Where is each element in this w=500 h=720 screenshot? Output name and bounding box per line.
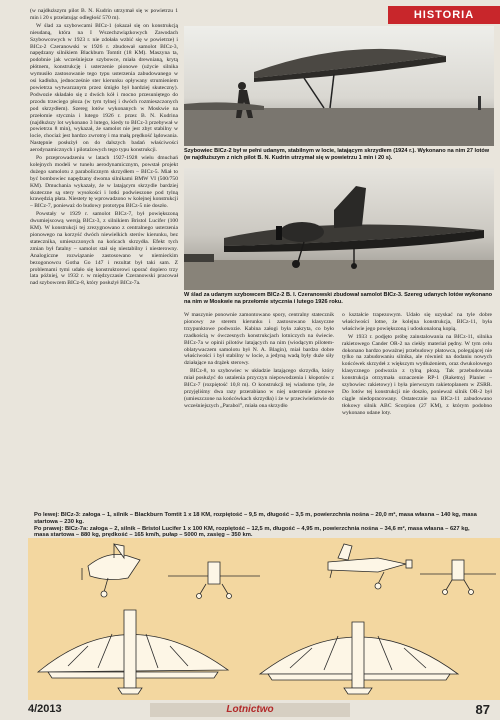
article-column-1 <box>30 8 178 508</box>
page-footer <box>0 700 500 720</box>
paragraph: BICz-8, to szybowiec w układzie latającego skrzydła, który miał posłużyć do ustalenia przyczyn niepowodzenia i kłopotów z BICz-7 (rozpiętość 10,8 m). O konstrukcji tej wiadomo tyle, że przyjęliśmy dwa razy przerabiano w niej usterzenie pionowe (umieszczone na końcówkach skrzydła) i że w przeciwieństwie do wcześniejszych „Parabol”, miała ona skrzydło <box>184 368 334 409</box>
photo-bicz3-image <box>184 168 494 290</box>
paragraph: W ślad za szybowcami BICz-1 (okazał się on konstrukcją nieudaną, która na I Wszechzwiązkowych Zawodach Szybowcowych w 1923 r. nie zdołała wzbić się w powietrze) i BICz-2 Czeranowski w 1926 r. zbudował samolot BICz-3, napędzany silnikiem Blackburn Tomtit (18 KM). Maszyna ta, podobnie jak wcześniejsze szybowce, miała drewnianą, krytą płótnem, konstrukcję i usterzenie pionowe (użycie silnika wymusiło zastosowanie tego typu usterzenia zabudowanego w osi kadłuba, jednocześnie ster kierunku opływany strumieniem powietrza wytwarzanym przez śmigło był bardziej skuteczny). Podwozie składało się z dwóch kół i mocno przesuniętego do przodu trzeciego płoza (w tym tylnej i dwóch rozmieszczonych pod skrzydłem). Szereg lotów wykonanych w Moskwie na przełomie stycznia i lutego 1926 r. przez B. N. Kudrina (najdłuższy lot wykonano 3 lutego, kiedy to BICz-3 przebywał w powietrzu 8 min), wykazał, że samolot nie jest zbyt stabilny w locie, chociaż jest bardzo zwrotny i ma małą prędkość lądowania. Następnie posłużył on do dalszych badań właściwości aerodynamicznych i pilotażowych tego typu konstrukcji. <box>30 22 178 154</box>
spec-left-label: Po lewej: <box>34 512 60 518</box>
page-number: 87 <box>475 702 490 717</box>
bicz7a-side-view <box>328 544 412 589</box>
paragraph: o kształcie trapezowym. Udało się uzyskać na tyle dobre właściwości lotne, że kolejna konstrukcja, BICz-11, była właściwie jego powiększoną i udoskonaloną kopią. <box>342 312 492 332</box>
technical-drawings <box>28 538 500 700</box>
photo-caption-2: W ślad za udanym szybowcem BICz-2 B. I. Czeranowski zbudował samolot BICz-3. Szereg udanych lotów wykonano na nim w Moskwie na przełomie stycznia i lutego 1926 roku. <box>184 292 493 305</box>
bicz3-front-view <box>168 562 260 599</box>
article-column-3 <box>342 312 492 508</box>
article-column-2 <box>184 312 334 508</box>
section-banner <box>388 6 500 24</box>
spec-right-label: Po prawej: <box>34 525 64 532</box>
paragraph: W 1933 r. podjęto próbę zainstalowania na BICz-11, silnika rakietowego Cander OR-2 na ciekły materiał pędny. W tym celu dokonano bardzo poważnej przebudowy płatowca, polegającej nie tylko na zabudowaniu silnika, ale również na dodaniu nowych końcówek skrzydeł z większym wydłużeniem, oraz dwukolowego klasycznego podwozia z tylną płozą. Tak przebudowana konstrukcja otrzymała oznaczenie RP-1 (Raketnyj Planier – szybowiec rakietowy) i była pierwszym rakietoplanem w ZSRR. Do lotów tej konstrukcji nie doszło, ponieważ silnik OR-2 był ciągle niedopracowany. Ostatecznie na BICz-11 zabudowano tłokowy silnik ABC Scorpion (27 KM), z którym podobno wykonano udane loty. <box>342 333 492 416</box>
bicz3-top-view <box>38 610 228 694</box>
paragraph: (w najdłuższym pilot B. N. Kudrin utrzymał się w powietrzu 1 min i 20 s przelatując odległość 570 m). <box>30 8 178 21</box>
paragraph: Po przeprowadzeniu w latach 1927-1928 wielu dmuchań kolejnych modeli w tunelu aerodynamicznym, powstał projekt dużego samolotu z parabolicznym skrzydłem – BICz-5. Miał to być bombowiec napędzany dwoma silnikami BMW VI (500/750 KM). Dmuchania wykazały, że w latającym skrzydle bardziej skuteczne są stery wysokości i lotki podwieszone pod tylną krawędzią płata. Niestety tę wprowadzono w kolejnej konstrukcji – BICz-7, ponieważ do budowy prototypu BICz-5 nie doszło. <box>30 155 178 210</box>
spec-left-text: BICz-3: załoga – 1, silnik – Blackburn Tomtit 1 x 18 KM, rozpiętość – 9,5 m, długość – 3,5 m, powierzchnia nośna – 20,0 m², masa własna – 140 kg, masa startowa – 230 kg. <box>34 512 477 525</box>
photo-bicz2-image <box>184 26 494 146</box>
photo-bicz3-airplane <box>184 168 494 290</box>
technical-drawings-svg <box>28 538 500 700</box>
bicz7a-top-view <box>260 622 458 694</box>
bicz3-side-view <box>82 544 140 597</box>
spec-right-text: BICz-7a: załoga – 2, silnik – Bristol Lucifer 1 x 100 KM, rozpiętość – 12,5 m, długość – 4,95 m, powierzchnia nośna – 34,6 m², masa własna – 627 kg, masa startowa – 880 kg, prędkość – 165 km/h, pułap – 5000 m, zasięg – 350 km. <box>34 525 470 539</box>
section-title: HISTORIA <box>413 9 475 21</box>
photo-bicz2-glider <box>184 26 494 146</box>
issue-number: 4/2013 <box>28 703 62 715</box>
paragraph: Powstały w 1929 r. samolot BICz-7, był powiększoną dwumiejscową wersją BICz-3, z silnikiem Bristol Lucifer (100 KM). W konstrukcji tej zrezygnowano z centralnego usterzenia pionowego na korzyść dwóch niewielkich sterów kierunku, bez statecznika, umieszczonych na końcach skrzydła. Efekt tych zmian był fatalny – samolot stał się niestabilny i niesterowny. Analogiczne rozwiązanie zastosowano w niemieckim bezogonowcu Gotha Go 147 i rezultat był taki sam. Z problemami tymi udało się konstruktorowi uporać dopiero trzy lata później, w 1932 r. w międzyczasie Czeranowski pracował nad szybowcem BICz-8, który posłużył BICz-7a. <box>30 211 178 287</box>
magazine-name: Lotnictwo <box>150 703 350 717</box>
bicz7a-front-view <box>420 560 496 595</box>
photo-caption-1: Szybowiec BICz-2 był w pełni udanym, stabilnym w locie, latającym skrzydłem (1924 r.). Wykonano na nim 27 lotów (w najdłuższym z nich pilot B. N. Kudrin utrzymał się w powietrzu 1 min i 20 s). <box>184 148 490 161</box>
aircraft-specifications <box>34 512 484 539</box>
paragraph: W maszynie ponownie zamontowano spory, centralny statecznik pionowy ze sterem kierunku i zastosowano klasyczne trzypunktowe podwozie. Kabina załogi była zakryta, co było rzadkością w ówczesnych konstrukcjach lotniczych na świecie. BICz-7a w opinii pilotów latających na nim (wiodącym pilotem-oblatywaczem samolotu był N. A. Blagin), miał bardzo dobre właściwości i był stabilny w locie, a jedyną wadą były duże siły działające na drążek sterowy. <box>184 312 334 367</box>
spec-left <box>34 512 484 526</box>
